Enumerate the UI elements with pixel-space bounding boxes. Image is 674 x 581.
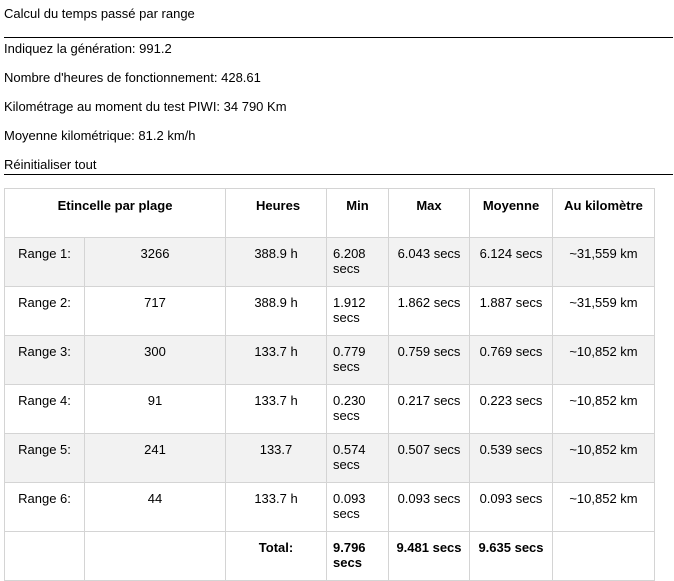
- km-value: ~31,559 km: [553, 287, 655, 336]
- table-row: [5, 336, 655, 385]
- average-line: Moyenne kilométrique: 81.2 km/h: [4, 128, 196, 143]
- total-empty-cell: [85, 532, 226, 581]
- range-label: Range 5:: [5, 434, 85, 483]
- range-label: Range 6:: [5, 483, 85, 532]
- km-value: ~10,852 km: [553, 434, 655, 483]
- hours-value: 133.7 h: [226, 385, 327, 434]
- spark-value: 300: [85, 336, 226, 385]
- hours-value: 133.7 h: [226, 483, 327, 532]
- max-value: 0.217 secs: [389, 385, 470, 434]
- spark-value: 44: [85, 483, 226, 532]
- header-max: Max: [389, 189, 470, 238]
- total-empty-cell: [5, 532, 85, 581]
- spark-value: 241: [85, 434, 226, 483]
- header-hours: Heures: [226, 189, 327, 238]
- avg-value: 0.093 secs: [470, 483, 553, 532]
- min-value: 0.574 secs: [327, 434, 389, 483]
- table-row: [5, 483, 655, 532]
- min-value: 1.912 secs: [327, 287, 389, 336]
- hours-value: 388.9 h: [226, 287, 327, 336]
- total-avg: 9.635 secs: [470, 532, 553, 581]
- min-value: 0.093 secs: [327, 483, 389, 532]
- km-value: ~10,852 km: [553, 483, 655, 532]
- total-label: Total:: [226, 532, 327, 581]
- avg-value: 6.124 secs: [470, 238, 553, 287]
- table-row: [5, 287, 655, 336]
- max-value: 1.862 secs: [389, 287, 470, 336]
- km-value: ~31,559 km: [553, 238, 655, 287]
- max-value: 0.507 secs: [389, 434, 470, 483]
- total-min: 9.796 secs: [327, 532, 389, 581]
- header-spark: Etincelle par plage: [5, 189, 226, 238]
- table-row: [5, 385, 655, 434]
- min-value: 0.779 secs: [327, 336, 389, 385]
- generation-line: Indiquez la génération: 991.2: [4, 41, 172, 56]
- hours-value: 133.7: [226, 434, 327, 483]
- avg-value: 0.539 secs: [470, 434, 553, 483]
- header-min: Min: [327, 189, 389, 238]
- range-label: Range 3:: [5, 336, 85, 385]
- range-label: Range 2:: [5, 287, 85, 336]
- title-divider: [4, 37, 673, 38]
- page-title: Calcul du temps passé par range: [4, 6, 195, 21]
- total-km-empty: [553, 532, 655, 581]
- reset-divider: [4, 174, 673, 175]
- spark-value: 717: [85, 287, 226, 336]
- hours-line: Nombre d'heures de fonctionnement: 428.61: [4, 70, 261, 85]
- range-table: [4, 188, 655, 581]
- reset-all-link[interactable]: Réinitialiser tout: [4, 157, 97, 172]
- header-km: Au kilomètre: [553, 189, 655, 238]
- max-value: 0.759 secs: [389, 336, 470, 385]
- avg-value: 1.887 secs: [470, 287, 553, 336]
- table-row: [5, 238, 655, 287]
- spark-value: 91: [85, 385, 226, 434]
- range-label: Range 1:: [5, 238, 85, 287]
- table-row: [5, 434, 655, 483]
- spark-value: 3266: [85, 238, 226, 287]
- km-value: ~10,852 km: [553, 336, 655, 385]
- max-value: 6.043 secs: [389, 238, 470, 287]
- range-label: Range 4:: [5, 385, 85, 434]
- avg-value: 0.223 secs: [470, 385, 553, 434]
- header-avg: Moyenne: [470, 189, 553, 238]
- total-row: [5, 532, 655, 581]
- table-header-row: [5, 189, 655, 238]
- km-value: ~10,852 km: [553, 385, 655, 434]
- min-value: 0.230 secs: [327, 385, 389, 434]
- total-max: 9.481 secs: [389, 532, 470, 581]
- hours-value: 388.9 h: [226, 238, 327, 287]
- mileage-line: Kilométrage au moment du test PIWI: 34 790 Km: [4, 99, 287, 114]
- min-value: 6.208 secs: [327, 238, 389, 287]
- max-value: 0.093 secs: [389, 483, 470, 532]
- avg-value: 0.769 secs: [470, 336, 553, 385]
- hours-value: 133.7 h: [226, 336, 327, 385]
